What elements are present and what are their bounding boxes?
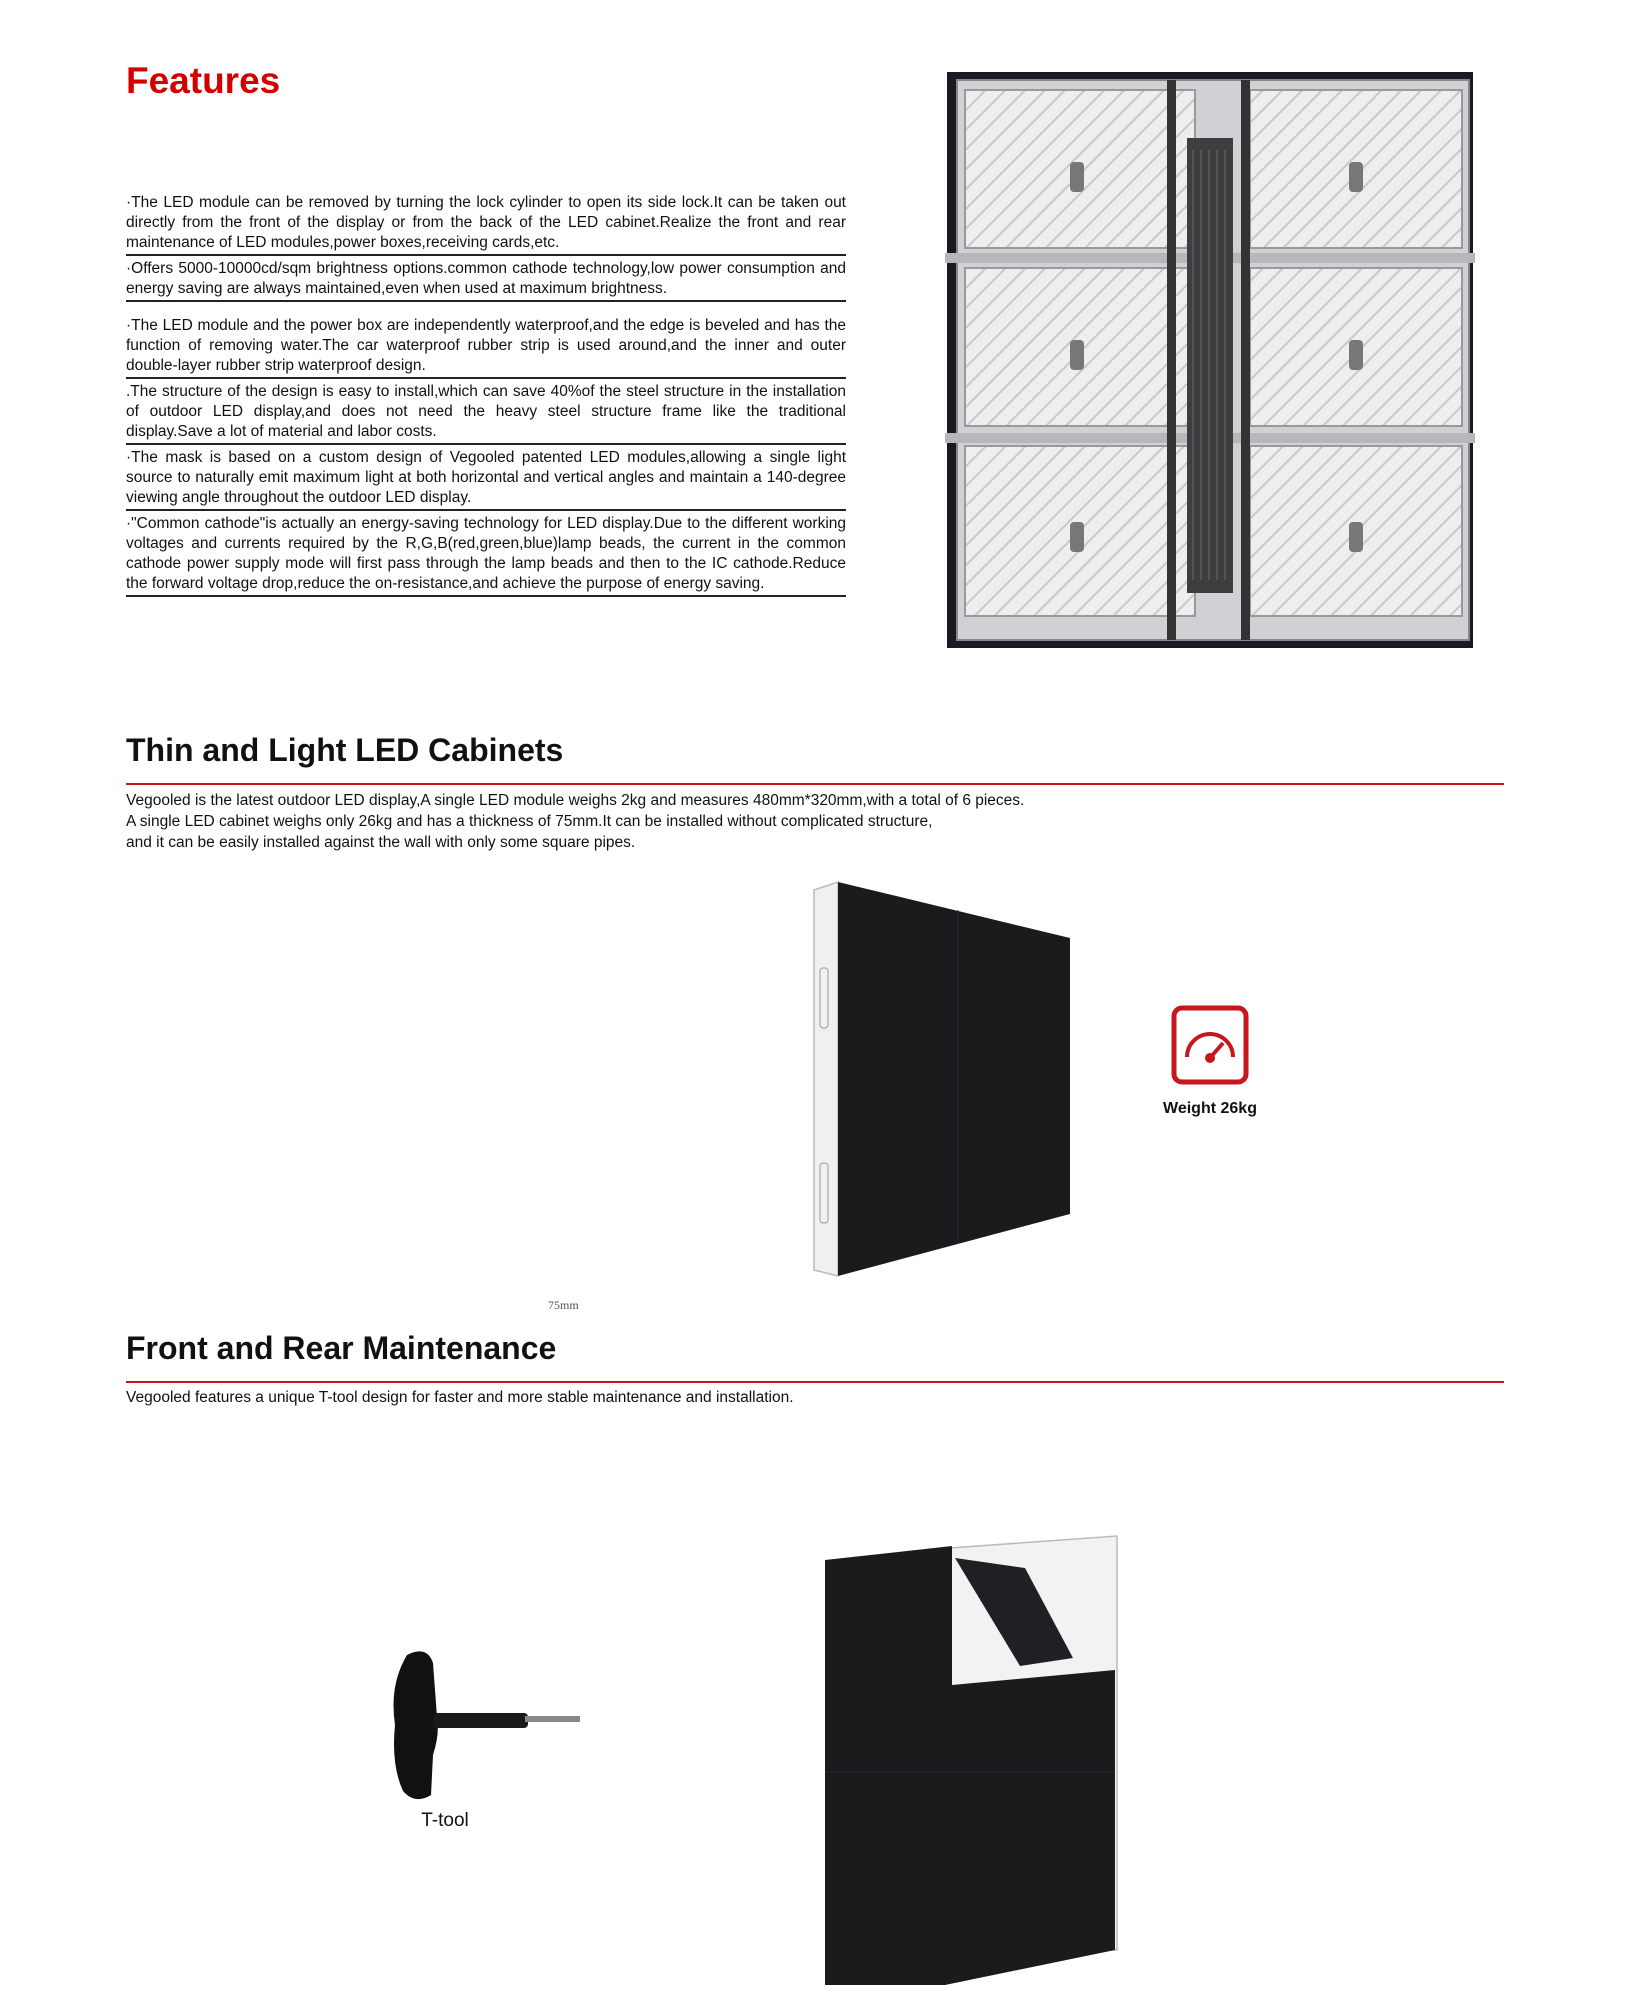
weight-label: Weight 26kg [1163,1100,1257,1117]
t-tool-image [385,1645,590,1805]
cabinet-open-module-image [825,1530,1125,1985]
description-line: A single LED cabinet weighs only 26kg and has a thickness of 75mm.It can be installed without complicated structure, [126,813,933,830]
description-line: Vegooled is the latest outdoor LED display,A single LED module weighs 2kg and measures 480mm*320mm,with a total of 6 pieces. [126,792,1025,809]
feature-item: ·"Common cathode"is actually an energy-saving technology for LED display.Due to the different working voltages and currents required by the R,G,B(red,green,blue)lamp beads, the current in the common cathode power supply mode will first pass through the lamp beads and then to the IC cathode.Reduce the forward voltage drop,reduce the on-resistance,and achieve the purpose of energy saving. [126,514,846,597]
feature-item: ·The mask is based on a custom design of Vegooled patented LED modules,allowing a single light source to naturally emit maximum light at both horizontal and vertical angles and maintain a 140-degree viewing angle throughout the outdoor LED display. [126,448,846,511]
cabinet-side-image [808,878,1078,1288]
thin-light-description [126,790,1506,853]
section-divider [126,1381,1504,1383]
feature-item: ·The LED module and the power box are independently waterproof,and the edge is beveled and has the function of removing water.The car waterproof rubber strip is used around,and the inner and outer double-layer rubber strip waterproof design. [126,316,846,379]
feature-item: ·Offers 5000-10000cd/sqm brightness options.common cathode technology,low power consumption and energy saving are always maintained,even when used at maximum brightness. [126,259,846,302]
description-line: and it can be easily installed against the wall with only some square pipes. [126,834,636,851]
features-list [126,193,846,600]
thin-light-title: Thin and Light LED Cabinets [126,732,564,768]
maintenance-title: Front and Rear Maintenance [126,1330,557,1366]
feature-item: .The structure of the design is easy to install,which can save 40%of the steel structure in the installation of outdoor LED display,and does not need the heavy steel structure frame like the traditional display.Save a lot of material and labor costs. [126,382,846,445]
maintenance-description: Vegooled features a unique T-tool design for faster and more stable maintenance and installation. [126,1389,794,1406]
t-tool-label: T-tool [421,1810,469,1831]
cabinet-rear-image [945,70,1475,650]
features-title: Features [126,60,281,101]
section-divider [126,783,1504,785]
thickness-label: 75mm [548,1298,579,1312]
weight-gauge-icon [1171,1005,1249,1085]
feature-item: ·The LED module can be removed by turning the lock cylinder to open its side lock.It can be taken out directly from the front of the display or from the back of the LED cabinet.Realize the front and rear maintenance of LED modules,power boxes,receiving cards,etc. [126,193,846,256]
